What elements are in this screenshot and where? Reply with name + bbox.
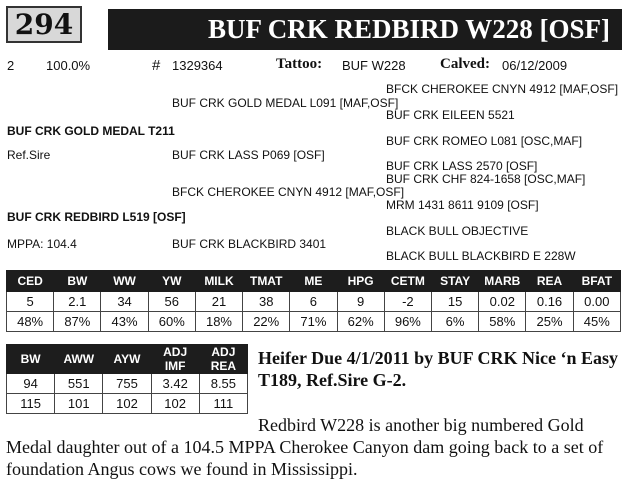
reg-number: 1329364 bbox=[172, 58, 223, 73]
epd-value: 0.00 bbox=[573, 292, 620, 312]
ped-ssd: BUF CRK EILEEN 5521 bbox=[386, 108, 515, 122]
actual-header: ADJ IMF bbox=[151, 345, 199, 374]
epd-value: -2 bbox=[384, 292, 431, 312]
epd-value: 34 bbox=[101, 292, 148, 312]
epd-percentile: 60% bbox=[148, 312, 195, 332]
ped-dam-dam: BUF CRK BLACKBIRD 3401 bbox=[172, 237, 327, 251]
epd-header: HPG bbox=[337, 271, 384, 292]
epd-value: 5 bbox=[7, 292, 54, 312]
actual-header: AWW bbox=[55, 345, 103, 374]
ped-dam: BUF CRK REDBIRD L519 [OSF] bbox=[7, 210, 186, 224]
ped-sds: BUF CRK ROMEO L081 [OSC,MAF] bbox=[386, 134, 583, 148]
actual-header: ADJ REA bbox=[199, 345, 247, 374]
epd-value: 21 bbox=[195, 292, 242, 312]
ped-dam-note: MPPA: 104.4 bbox=[7, 237, 77, 251]
actual-ratio: 115 bbox=[7, 394, 55, 414]
epd-header: MILK bbox=[195, 271, 242, 292]
heifer-note: Heifer Due 4/1/2011 by BUF CRK Nice ‘n Easy T189, Ref.Sire G-2. bbox=[258, 348, 618, 390]
percent: 100.0% bbox=[46, 58, 91, 73]
ped-ddd: BLACK BULL BLACKBIRD E 228W bbox=[386, 249, 576, 263]
epd-header: YW bbox=[148, 271, 195, 292]
epd-value: 0.16 bbox=[526, 292, 573, 312]
ped-dsd: MRM 1431 8611 9109 [OSF] bbox=[386, 198, 539, 212]
reg-symbol: # bbox=[152, 57, 161, 74]
epd-value: 15 bbox=[431, 292, 478, 312]
ped-dam-sire: BFCK CHEROKEE CNYN 4912 [MAF,OSF] bbox=[172, 185, 405, 199]
epd-header: BW bbox=[54, 271, 101, 292]
epd-value: 9 bbox=[337, 292, 384, 312]
actual-ratio: 102 bbox=[151, 394, 199, 414]
epd-header: BFAT bbox=[573, 271, 620, 292]
epd-percentile: 71% bbox=[290, 312, 337, 332]
epd-value: 38 bbox=[243, 292, 290, 312]
epd-value: 56 bbox=[148, 292, 195, 312]
epd-percentile: 48% bbox=[7, 312, 54, 332]
actual-ratio-row bbox=[7, 394, 248, 414]
ped-sdd: BUF CRK LASS 2570 [OSF] bbox=[386, 159, 538, 173]
epd-header: STAY bbox=[431, 271, 478, 292]
epd-table bbox=[6, 270, 621, 332]
epd-percentile: 18% bbox=[195, 312, 242, 332]
actual-table bbox=[6, 344, 248, 414]
epd-percentile: 87% bbox=[54, 312, 101, 332]
epd-percentile: 62% bbox=[337, 312, 384, 332]
ped-sire-note: Ref.Sire bbox=[7, 148, 51, 162]
epd-percentile: 58% bbox=[479, 312, 526, 332]
epd-percentile: 96% bbox=[384, 312, 431, 332]
epd-value: 0.02 bbox=[479, 292, 526, 312]
actual-value: 755 bbox=[103, 374, 151, 394]
epd-value: 6 bbox=[290, 292, 337, 312]
ped-sire-sire: BUF CRK GOLD MEDAL L091 [MAF,OSF] bbox=[172, 96, 399, 110]
epd-header: REA bbox=[526, 271, 573, 292]
epd-percentile: 22% bbox=[243, 312, 290, 332]
actual-header: BW bbox=[7, 345, 55, 374]
actual-header-row bbox=[7, 345, 248, 374]
actual-value: 94 bbox=[7, 374, 55, 394]
ped-sire-dam: BUF CRK LASS P069 [OSF] bbox=[172, 148, 325, 162]
epd-percentile: 43% bbox=[101, 312, 148, 332]
epd-value-row bbox=[7, 292, 621, 312]
epd-percentile: 45% bbox=[573, 312, 620, 332]
ped-sss: BFCK CHEROKEE CNYN 4912 [MAF,OSF] bbox=[386, 82, 619, 96]
actual-ratio: 102 bbox=[103, 394, 151, 414]
actual-ratio: 111 bbox=[199, 394, 247, 414]
epd-percentile: 6% bbox=[431, 312, 478, 332]
actual-value-row bbox=[7, 374, 248, 394]
actual-value: 3.42 bbox=[151, 374, 199, 394]
epd-header: CETM bbox=[384, 271, 431, 292]
epd-percentile-row bbox=[7, 312, 621, 332]
epd-percentile: 25% bbox=[526, 312, 573, 332]
epd-header-row bbox=[7, 271, 621, 292]
epd-header: MARB bbox=[479, 271, 526, 292]
actual-value: 551 bbox=[55, 374, 103, 394]
lot-number: 294 bbox=[6, 6, 82, 43]
epd-header: WW bbox=[101, 271, 148, 292]
actual-value: 8.55 bbox=[199, 374, 247, 394]
epd-header: TMAT bbox=[243, 271, 290, 292]
epd-value: 2.1 bbox=[54, 292, 101, 312]
epd-header: CED bbox=[7, 271, 54, 292]
epd-header: ME bbox=[290, 271, 337, 292]
ped-sire: BUF CRK GOLD MEDAL T211 bbox=[7, 124, 175, 138]
description: Redbird W228 is another big numbered Gold Medal daughter out of a 104.5 MPPA Cherokee Canyon dam going back to a set of foundation Angus cows we found in Mississippi. bbox=[6, 415, 604, 479]
calved-label: Calved: bbox=[440, 56, 490, 72]
ped-dds: BLACK BULL OBJECTIVE bbox=[386, 224, 529, 238]
tattoo-value: BUF W228 bbox=[342, 58, 406, 73]
actual-header: AYW bbox=[103, 345, 151, 374]
tattoo-label: Tattoo: bbox=[276, 56, 323, 72]
ped-dss: BUF CRK CHF 824-1658 [OSC,MAF] bbox=[386, 172, 586, 186]
calved-value: 06/12/2009 bbox=[502, 58, 568, 73]
actual-ratio: 101 bbox=[55, 394, 103, 414]
animal-name-banner: BUF CRK REDBIRD W228 [OSF] bbox=[108, 9, 622, 50]
head-count: 2 bbox=[7, 58, 15, 73]
